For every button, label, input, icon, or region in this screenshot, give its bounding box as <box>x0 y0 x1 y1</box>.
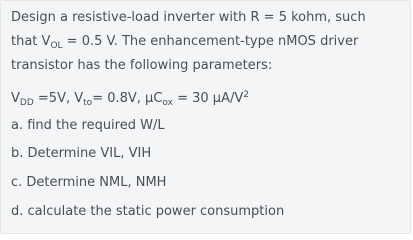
question-c <box>11 175 166 191</box>
param-text: V <box>11 91 20 106</box>
subscript: ox <box>162 98 173 108</box>
problem-text: = 0.5 V. The enhancement-type nMOS driver <box>62 34 359 49</box>
superscript: 2 <box>243 90 249 100</box>
question-a <box>11 118 165 134</box>
subscript: DD <box>19 98 34 108</box>
question-text: d. calculate the static power consumption <box>11 204 285 219</box>
subscript: OL <box>50 41 63 51</box>
question-text: a. find the required W/L <box>11 118 165 133</box>
problem-text: Design a resistive-load inverter with R = 5 kohm, such <box>11 10 366 25</box>
question-text: b. Determine VIL, VIH <box>11 146 152 161</box>
param-text: = 0.8V, μC <box>92 91 163 106</box>
param-text: =5V, V <box>33 91 84 106</box>
problem-text: transistor has the following parameters: <box>11 58 273 73</box>
question-d <box>11 204 284 220</box>
question-text: c. Determine NML, NMH <box>11 175 167 190</box>
question-b <box>11 146 151 162</box>
parameters-line <box>11 91 249 107</box>
problem-line-1 <box>11 10 366 26</box>
problem-line-3 <box>11 58 272 74</box>
problem-line-2 <box>11 34 358 50</box>
param-text: = 30 μA/V <box>172 91 244 106</box>
subscript: to <box>83 98 93 108</box>
problem-text: that V <box>11 34 51 49</box>
